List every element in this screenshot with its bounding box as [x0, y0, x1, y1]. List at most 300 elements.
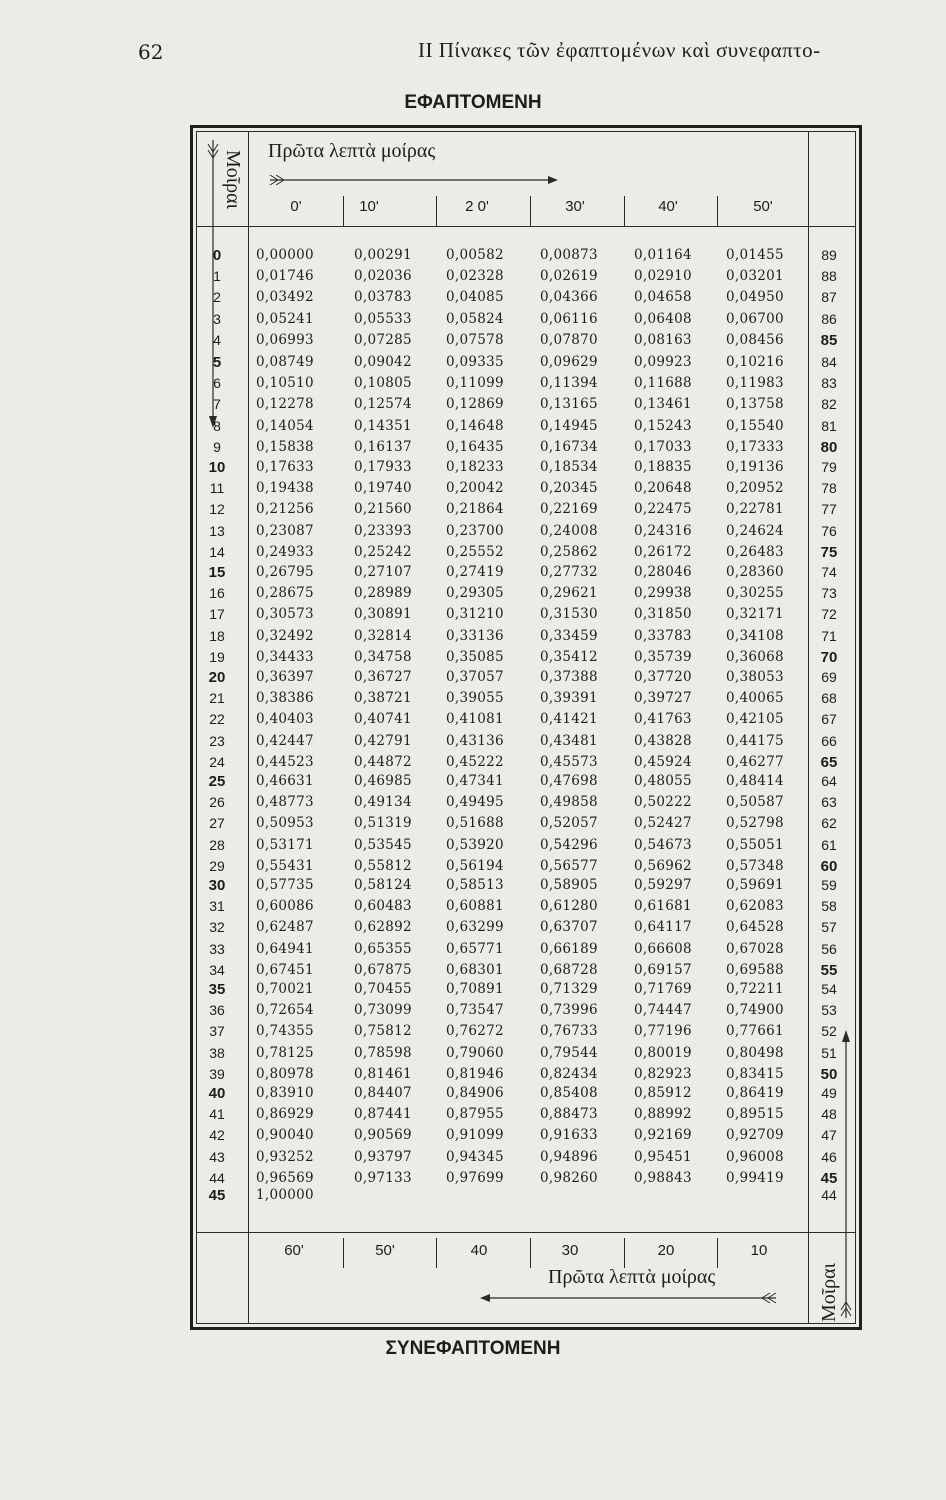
- top-minute-header: 10': [359, 198, 379, 215]
- tangent-value: 0,37057: [446, 669, 504, 685]
- bottom-minute-header: 20: [657, 1242, 675, 1259]
- tangent-value: 0,08749: [256, 354, 314, 370]
- tangent-value: 0,00291: [354, 247, 412, 263]
- tangent-value: 0,55812: [354, 857, 412, 874]
- tangent-value: 0,73099: [354, 1002, 412, 1019]
- tangent-value: 0,42791: [354, 732, 412, 749]
- top-minute-header: 50': [753, 198, 773, 215]
- degree-label: 6: [213, 375, 221, 392]
- tangent-value: 0,48055: [634, 773, 692, 789]
- tangent-value: 0,10510: [256, 375, 314, 392]
- tangent-value: 0,15540: [726, 417, 784, 434]
- degree-label: 32: [209, 919, 225, 936]
- tangent-value: 0,11983: [726, 375, 784, 392]
- rule-header-bottom: [197, 226, 855, 227]
- tangent-value: 0,67028: [726, 940, 784, 957]
- rule-col-5: [717, 196, 718, 226]
- tangent-value: 0,04085: [446, 289, 504, 306]
- tangent-value: 0,46985: [354, 773, 412, 789]
- tangent-value: 0,48773: [256, 794, 314, 811]
- bottom-minute-header: 40: [470, 1242, 488, 1259]
- tangent-value: 0,52057: [540, 815, 598, 832]
- co-degree-label: 76: [821, 522, 837, 539]
- tangent-value: 0,00000: [256, 247, 314, 263]
- degree-label: 31: [209, 898, 225, 915]
- tangent-value: 0,16435: [446, 438, 504, 455]
- tangent-value: 0,88473: [540, 1106, 598, 1123]
- tangent-value: 0,82434: [540, 1065, 598, 1082]
- tangent-value: 0,19740: [354, 480, 412, 497]
- tangent-value: 0,36068: [726, 648, 784, 665]
- tangent-value: 0,50222: [634, 794, 692, 811]
- rule-col-2: [436, 196, 437, 226]
- tangent-value: 0,63707: [540, 919, 598, 936]
- degree-label: 34: [209, 961, 225, 978]
- tangent-value: 0,17333: [726, 438, 784, 455]
- degree-label: 20: [208, 669, 226, 686]
- tangent-value: 0,49134: [354, 794, 412, 811]
- tangent-value: 0,49495: [446, 794, 504, 811]
- co-degree-label: 73: [821, 585, 837, 602]
- tangent-value: 0,04658: [634, 289, 692, 306]
- rule-col-3: [530, 196, 531, 226]
- co-degree-label: 55: [820, 961, 838, 979]
- tangent-value: 0,09923: [634, 354, 692, 370]
- co-degree-label: 54: [821, 981, 837, 997]
- tangent-value: 0,11394: [540, 375, 598, 392]
- tangent-value: 0,06993: [256, 331, 314, 348]
- tangent-value: 0,32171: [726, 606, 784, 623]
- tangent-value: 0,18835: [634, 459, 692, 475]
- co-degree-label: 85: [820, 331, 838, 349]
- tangent-value: 0,24008: [540, 522, 598, 539]
- tangent-value: 0,28360: [726, 564, 784, 580]
- tangent-value: 0,14648: [446, 417, 504, 434]
- rule-col-3-bottom: [530, 1238, 531, 1268]
- co-degree-label: 63: [821, 794, 837, 811]
- degree-label: 27: [209, 815, 225, 832]
- co-degree-label: 51: [821, 1044, 837, 1061]
- tangent-value: 0,34758: [354, 648, 412, 665]
- tangent-value: 0,50953: [256, 815, 314, 832]
- tangent-value: 0,81946: [446, 1065, 504, 1082]
- degree-label: 3: [213, 310, 221, 327]
- co-degree-label: 79: [821, 459, 837, 475]
- tangent-value: 0,17933: [354, 459, 412, 475]
- rule-footer-top: [197, 1232, 855, 1233]
- tangent-value: 0,40403: [256, 711, 314, 728]
- co-degree-label: 71: [821, 627, 837, 644]
- degree-label: 8: [213, 417, 221, 434]
- tangent-value: 0,46631: [256, 773, 314, 789]
- co-degree-label: 68: [821, 690, 837, 707]
- tangent-value: 0,69588: [726, 961, 784, 978]
- tangent-value: 0,07870: [540, 331, 598, 348]
- tangent-value: 0,21864: [446, 501, 504, 518]
- co-degree-label: 83: [821, 375, 837, 392]
- tangent-value: 0,63299: [446, 919, 504, 936]
- degree-label: 41: [209, 1106, 225, 1123]
- tangent-value: 0,52798: [726, 815, 784, 832]
- tangent-value: 0,28675: [256, 585, 314, 602]
- co-degree-label: 48: [821, 1106, 837, 1123]
- tangent-value: 0,99419: [726, 1169, 784, 1186]
- tangent-value: 0,93252: [256, 1148, 314, 1165]
- tangent-value: 0,97699: [446, 1169, 504, 1186]
- degree-label: 39: [209, 1065, 225, 1082]
- tangent-value: 0,58513: [446, 877, 504, 893]
- tangent-value: 0,23700: [446, 522, 504, 539]
- tangent-value: 0,18233: [446, 459, 504, 475]
- tangent-value: 0,03783: [354, 289, 412, 306]
- tangent-value: 0,76272: [446, 1023, 504, 1040]
- tangent-value: 0,41421: [540, 711, 598, 728]
- degree-label: 30: [208, 877, 226, 894]
- tangent-value: 0,21256: [256, 501, 314, 518]
- degree-label: 45: [208, 1187, 226, 1204]
- tangent-value: 0,57735: [256, 877, 314, 893]
- tangent-value: 0,70455: [354, 981, 412, 997]
- tangent-value: 0,28989: [354, 585, 412, 602]
- tangent-value: 0,27419: [446, 564, 504, 580]
- tangent-value: 0,80019: [634, 1044, 692, 1061]
- co-degree-label: 64: [821, 773, 837, 789]
- tangent-value: 0,95451: [634, 1148, 692, 1165]
- tangent-value: 0,11688: [634, 375, 692, 392]
- co-degree-label: 52: [821, 1023, 837, 1040]
- tangent-value: 0,29938: [634, 585, 692, 602]
- co-degree-label: 50: [820, 1065, 838, 1083]
- tangent-value: 0,43828: [634, 732, 692, 749]
- degree-label: 1: [213, 268, 221, 285]
- bottom-minute-header: 50': [375, 1242, 395, 1259]
- co-degree-label: 60: [820, 857, 838, 875]
- tangent-value: 0,80498: [726, 1044, 784, 1061]
- cotangent-caption: ΣΥΝΕΦΑΠΤΟΜΕΝΗ: [385, 1338, 561, 1359]
- tangent-value: 0,87441: [354, 1106, 412, 1123]
- tangent-value: 0,23393: [354, 522, 412, 539]
- tangent-value: 0,01164: [634, 247, 692, 263]
- tangent-value: 0,17633: [256, 459, 314, 475]
- co-degree-label: 49: [821, 1085, 837, 1101]
- running-head: II Πίνακες τῶν ἐφαπτομένων καὶ συνεφαπτο-: [418, 38, 821, 62]
- tangent-value: 0,45924: [634, 753, 692, 770]
- tangent-value: 0,74355: [256, 1023, 314, 1040]
- tangent-value: 0,31530: [540, 606, 598, 623]
- tangent-value: 0,55431: [256, 857, 314, 874]
- tangent-value: 0,78598: [354, 1044, 412, 1061]
- tangent-value: 0,64528: [726, 919, 784, 936]
- tangent-value: 0,30255: [726, 585, 784, 602]
- tangent-value: 0,22169: [540, 501, 598, 518]
- co-degree-label: 78: [821, 480, 837, 497]
- co-degree-label: 45: [820, 1169, 838, 1187]
- tangent-value: 0,27107: [354, 564, 412, 580]
- tangent-value: 0,39391: [540, 690, 598, 707]
- tangent-value: 0,47698: [540, 773, 598, 789]
- tangent-value: 0,79060: [446, 1044, 504, 1061]
- tangent-value: 0,47341: [446, 773, 504, 789]
- tangent-value: 0,59297: [634, 877, 692, 893]
- tangent-value: 0,54296: [540, 836, 598, 853]
- tangent-value: 0,25242: [354, 543, 412, 560]
- tangent-value: 0,96008: [726, 1148, 784, 1165]
- tangent-value: 0,22781: [726, 501, 784, 518]
- tangent-value: 0,25862: [540, 543, 598, 560]
- tangent-value: 0,57348: [726, 857, 784, 874]
- degree-label: 5: [212, 354, 222, 371]
- co-degree-label: 58: [821, 898, 837, 915]
- co-degree-label: 44: [821, 1187, 837, 1203]
- rule-col-4-bottom: [624, 1238, 625, 1268]
- tangent-value: 0,84906: [446, 1085, 504, 1101]
- tangent-value: 0,03201: [726, 268, 784, 285]
- tangent-value: 0,32492: [256, 627, 314, 644]
- tangent-value: 0,88992: [634, 1106, 692, 1123]
- tangent-value: 0,72211: [726, 981, 784, 997]
- tangent-value: 0,24316: [634, 522, 692, 539]
- co-degree-label: 65: [820, 753, 838, 771]
- tangent-value: 0,14351: [354, 417, 412, 434]
- tangent-value: 0,32814: [354, 627, 412, 644]
- tangent-value: 0,30573: [256, 606, 314, 623]
- co-degree-label: 61: [821, 836, 837, 853]
- tangent-value: 0,02619: [540, 268, 598, 285]
- tangent-value: 0,46277: [726, 753, 784, 770]
- top-minute-header: 2 0': [465, 198, 489, 215]
- tangent-value: 0,67875: [354, 961, 412, 978]
- tangent-value: 0,24933: [256, 543, 314, 560]
- tangent-value: 0,82923: [634, 1065, 692, 1082]
- tangent-value: 0,21560: [354, 501, 412, 518]
- co-degree-label: 81: [821, 417, 837, 434]
- tangent-value: 0,61681: [634, 898, 692, 915]
- tangent-value: 0,83910: [256, 1085, 314, 1101]
- degree-label: 33: [209, 940, 225, 957]
- tangent-value: 0,04950: [726, 289, 784, 306]
- tangent-value: 0,42447: [256, 732, 314, 749]
- tangent-value: 0,12278: [256, 396, 314, 413]
- degree-label: 16: [209, 585, 225, 602]
- degree-label: 14: [209, 543, 225, 560]
- tangent-value: 0,27732: [540, 564, 598, 580]
- tangent-value: 0,98843: [634, 1169, 692, 1186]
- bottom-minute-header: 30: [561, 1242, 579, 1259]
- left-arrow-icon: [480, 1290, 780, 1306]
- tangent-value: 0,16137: [354, 438, 412, 455]
- tangent-value: 0,66608: [634, 940, 692, 957]
- page-number: 62: [138, 40, 164, 64]
- tangent-value: 0,44175: [726, 732, 784, 749]
- tangent-value: 0,14945: [540, 417, 598, 434]
- tangent-value: 0,93797: [354, 1148, 412, 1165]
- tangent-value: 0,41763: [634, 711, 692, 728]
- co-degree-label: 75: [820, 543, 838, 561]
- tangent-value: 0,26795: [256, 564, 314, 580]
- tangent-value: 0,86929: [256, 1106, 314, 1123]
- co-degree-label: 86: [821, 310, 837, 327]
- degree-label: 37: [209, 1023, 225, 1040]
- tangent-value: 0,15838: [256, 438, 314, 455]
- tangent-value: 0,07578: [446, 331, 504, 348]
- tangent-value: 0,59691: [726, 877, 784, 893]
- tangent-value: 0,33783: [634, 627, 692, 644]
- tangent-value: 0,94345: [446, 1148, 504, 1165]
- tangent-value: 0,02328: [446, 268, 504, 285]
- tangent-value: 0,52427: [634, 815, 692, 832]
- tangent-value: 0,78125: [256, 1044, 314, 1061]
- co-degree-label: 57: [821, 919, 837, 936]
- tangent-value: 0,80978: [256, 1065, 314, 1082]
- tangent-value: 0,85912: [634, 1085, 692, 1101]
- tangent-value: 0,22475: [634, 501, 692, 518]
- tangent-value: 0,50587: [726, 794, 784, 811]
- tangent-value: 0,42105: [726, 711, 784, 728]
- tangent-value: 0,34433: [256, 648, 314, 665]
- tangent-value: 0,00582: [446, 247, 504, 263]
- degree-label: 21: [209, 690, 225, 707]
- degree-label: 24: [209, 753, 225, 770]
- tangent-value: 0,73547: [446, 1002, 504, 1019]
- tangent-value: 0,62083: [726, 898, 784, 915]
- co-degree-label: 77: [821, 501, 837, 518]
- tangent-value: 0,43481: [540, 732, 598, 749]
- tangent-value: 0,64117: [634, 919, 692, 936]
- tangent-value: 0,68728: [540, 961, 598, 978]
- tangent-value: 0,53920: [446, 836, 504, 853]
- degree-label: 36: [209, 1002, 225, 1019]
- tangent-value: 0,11099: [446, 375, 504, 392]
- tangent-value: 0,36727: [354, 669, 412, 685]
- tangent-value: 0,58905: [540, 877, 598, 893]
- co-degree-label: 47: [821, 1127, 837, 1144]
- tangent-value: 0,64941: [256, 940, 314, 957]
- tangent-value: 0,06116: [540, 310, 598, 327]
- degree-label: 26: [209, 794, 225, 811]
- tangent-value: 0,09629: [540, 354, 598, 370]
- tangent-value: 0,05533: [354, 310, 412, 327]
- tangent-value: 0,20952: [726, 480, 784, 497]
- tangent-value: 0,19438: [256, 480, 314, 497]
- tangent-value: 0,06700: [726, 310, 784, 327]
- tangent-value: 0,06408: [634, 310, 692, 327]
- rule-col-2-bottom: [436, 1238, 437, 1268]
- rule-col-5-bottom: [717, 1238, 718, 1268]
- tangent-value: 0,43136: [446, 732, 504, 749]
- co-degree-label: 88: [821, 268, 837, 285]
- degree-label: 43: [209, 1148, 225, 1165]
- tangent-value: 0,02910: [634, 268, 692, 285]
- tangent-value: 0,20648: [634, 480, 692, 497]
- tangent-value: 0,37720: [634, 669, 692, 685]
- tangent-value: 0,25552: [446, 543, 504, 560]
- left-degrees-label: Μοῖραι: [222, 150, 244, 210]
- degree-label: 4: [213, 331, 221, 348]
- tangent-value: 0,20042: [446, 480, 504, 497]
- degree-label: 29: [209, 857, 225, 874]
- tangent-value: 0,01455: [726, 247, 784, 263]
- tangent-value: 0,77196: [634, 1023, 692, 1040]
- degree-label: 42: [209, 1127, 225, 1144]
- tangent-value: 0,39055: [446, 690, 504, 707]
- tangent-value: 0,16734: [540, 438, 598, 455]
- tangent-value: 0,72654: [256, 1002, 314, 1019]
- co-degree-label: 56: [821, 940, 837, 957]
- tangent-value: 0,09335: [446, 354, 504, 370]
- tangent-value: 0,61280: [540, 898, 598, 915]
- tangent-value: 0,10216: [726, 354, 784, 370]
- tangent-value: 0,90040: [256, 1127, 314, 1144]
- tangent-value: 0,29621: [540, 585, 598, 602]
- tangent-value: 1,00000: [256, 1187, 314, 1203]
- degree-label: 25: [208, 773, 226, 790]
- tangent-value: 0,81461: [354, 1065, 412, 1082]
- tangent-value: 0,17033: [634, 438, 692, 455]
- tangent-value: 0,10805: [354, 375, 412, 392]
- rule-right-deg: [808, 131, 809, 1324]
- tangent-value: 0,77661: [726, 1023, 784, 1040]
- tangent-value: 0,33136: [446, 627, 504, 644]
- tangent-value: 0,00873: [540, 247, 598, 263]
- co-degree-label: 62: [821, 815, 837, 832]
- tangent-value: 0,44523: [256, 753, 314, 770]
- tangent-value: 0,35739: [634, 648, 692, 665]
- degree-label: 2: [213, 289, 221, 306]
- co-degree-label: 69: [821, 669, 837, 685]
- tangent-value: 0,53545: [354, 836, 412, 853]
- tangent-value: 0,08163: [634, 331, 692, 348]
- tangent-value: 0,85408: [540, 1085, 598, 1101]
- tangent-value: 0,40741: [354, 711, 412, 728]
- degree-label: 11: [209, 480, 225, 497]
- degree-label: 22: [209, 711, 225, 728]
- right-degrees-label: Μοῖραι: [818, 1262, 840, 1322]
- right-arrow-icon: [270, 172, 560, 188]
- tangent-value: 0,51688: [446, 815, 504, 832]
- tangent-value: 0,68301: [446, 961, 504, 978]
- tangent-value: 0,35412: [540, 648, 598, 665]
- co-degree-label: 66: [821, 732, 837, 749]
- co-degree-label: 84: [821, 354, 837, 370]
- tangent-value: 0,40065: [726, 690, 784, 707]
- tangent-value: 0,45222: [446, 753, 504, 770]
- rule-col-1-bottom: [343, 1238, 344, 1268]
- tangent-value: 0,35085: [446, 648, 504, 665]
- tangent-value: 0,02036: [354, 268, 412, 285]
- tangent-value: 0,70891: [446, 981, 504, 997]
- tangent-value: 0,13758: [726, 396, 784, 413]
- tangent-value: 0,97133: [354, 1169, 412, 1186]
- degree-label: 10: [208, 459, 226, 476]
- degree-label: 7: [213, 396, 221, 413]
- co-degree-label: 80: [820, 438, 838, 456]
- tangent-value: 0,56577: [540, 857, 598, 874]
- co-degree-label: 74: [821, 564, 837, 580]
- tangent-value: 0,90569: [354, 1127, 412, 1144]
- tangent-value: 0,91633: [540, 1127, 598, 1144]
- degree-label: 44: [209, 1169, 225, 1186]
- tangent-value: 0,76733: [540, 1023, 598, 1040]
- tangent-value: 0,05824: [446, 310, 504, 327]
- tangent-value: 0,73996: [540, 1002, 598, 1019]
- bottom-header-minutes: Πρῶτα λεπτὰ μοίρας: [548, 1266, 716, 1288]
- tangent-value: 0,12574: [354, 396, 412, 413]
- tangent-value: 0,45573: [540, 753, 598, 770]
- tangent-value: 0,92169: [634, 1127, 692, 1144]
- top-header-minutes: Πρῶτα λεπτὰ μοίρας: [268, 140, 436, 162]
- tangent-value: 0,14054: [256, 417, 314, 434]
- tangent-value: 0,08456: [726, 331, 784, 348]
